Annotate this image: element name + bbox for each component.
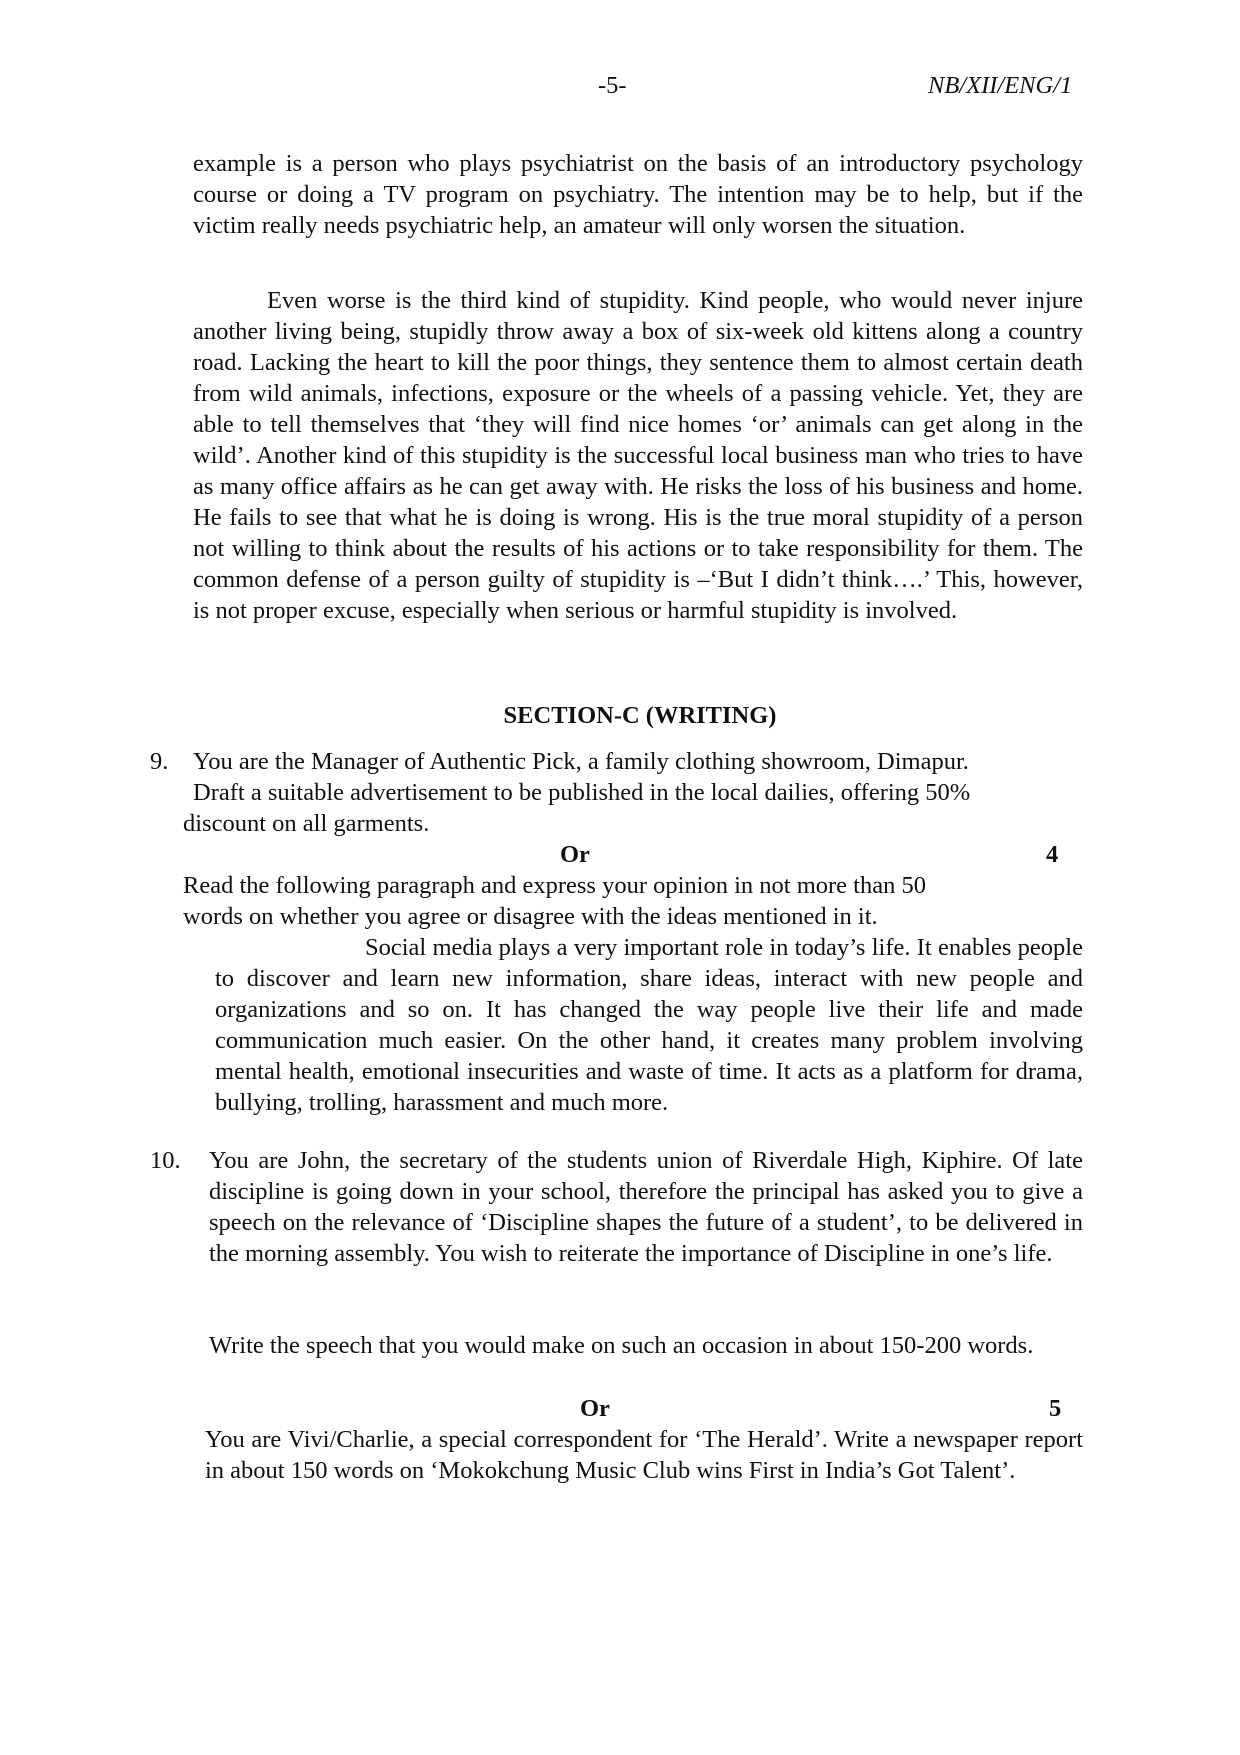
q9-alt-line-2: words on whether you agree or disagree with the ideas mentioned in it.	[183, 903, 878, 930]
q10-number: 10.	[150, 1147, 181, 1174]
q10-instruction: Write the speech that you would make on such an occasion in about 150-200 words.	[209, 1332, 1034, 1359]
q9-line-3: discount on all garments.	[183, 810, 430, 837]
section-c-heading: SECTION-C (WRITING)	[503, 702, 777, 729]
q10-alternative: You are Vivi/Charlie, a special correspondent for ‘The Herald’. Write a newspaper report in about 150 words on ‘Mokokchung Music Club wins First in India’s Got Talent’.	[205, 1426, 1083, 1484]
q10-marks: 5	[1049, 1395, 1062, 1422]
paper-code: NB/XII/ENG/1	[928, 72, 1073, 99]
q9-marks: 4	[1046, 841, 1059, 868]
passage-third-kind: Even worse is the third kind of stupidity. Kind people, who would never injure another living being, stupidly throw away a box of six-week old kittens along a country road. Lacking the heart to kill the poor things, they sentence them to almost certain death from wild animals, infections, exposure or the wheels of a passing vehicle. Yet, they are able to tell themselves that ‘they will find nice homes ‘or’ animals can get along in the wild’. Another kind of this stupidity is the successful local business man who tries to have as many office affairs as he can get away with. He risks the loss of his business and home. He fails to see that what he is doing is wrong. His is the true moral stupidity of a person not willing to think about the results of his actions or to take responsibility for them. The common defense of a person guilty of stupidity is –‘But I didn’t think….’ This, however, is not proper excuse, especially when serious or harmful stupidity is involved.	[193, 287, 1083, 624]
passage-continuation: example is a person who plays psychiatrist on the basis of an introductory psychology course or doing a TV program on psychiatry. The intention may be to help, but if the victim really needs psychiatric help, an amateur will only worsen the situation.	[193, 150, 1083, 239]
page-number: -5-	[598, 72, 627, 99]
q9-quoted-paragraph: Social media plays a very important role in today’s life. It enables people to discover and learn new information, share ideas, interact with new people and organizations and so on. It has changed the way people live their life and made communication much easier. On the other hand, it creates many problem involving mental health, emotional insecurities and waste of time. It acts as a platform for drama, bullying, trolling, harassment and much more.	[215, 934, 1083, 1116]
q9-line-1: You are the Manager of Authentic Pick, a family clothing showroom, Dimapur.	[193, 748, 969, 775]
q9-alt-line-1: Read the following paragraph and express your opinion in not more than 50	[183, 872, 926, 899]
q9-or-label: Or	[560, 841, 590, 868]
q10-text: You are John, the secretary of the students union of Riverdale High, Kiphire. Of late discipline is going down in your school, therefore the principal has asked you to give a speech on the relevance of ‘Discipline shapes the future of a student’, to be delivered in the morning assembly. You wish to reiterate the importance of Discipline in one’s life.	[209, 1147, 1083, 1267]
q9-line-2: Draft a suitable advertisement to be published in the local dailies, offering 50%	[193, 779, 971, 806]
q9-number: 9.	[150, 748, 169, 775]
q10-or-label: Or	[580, 1395, 610, 1422]
